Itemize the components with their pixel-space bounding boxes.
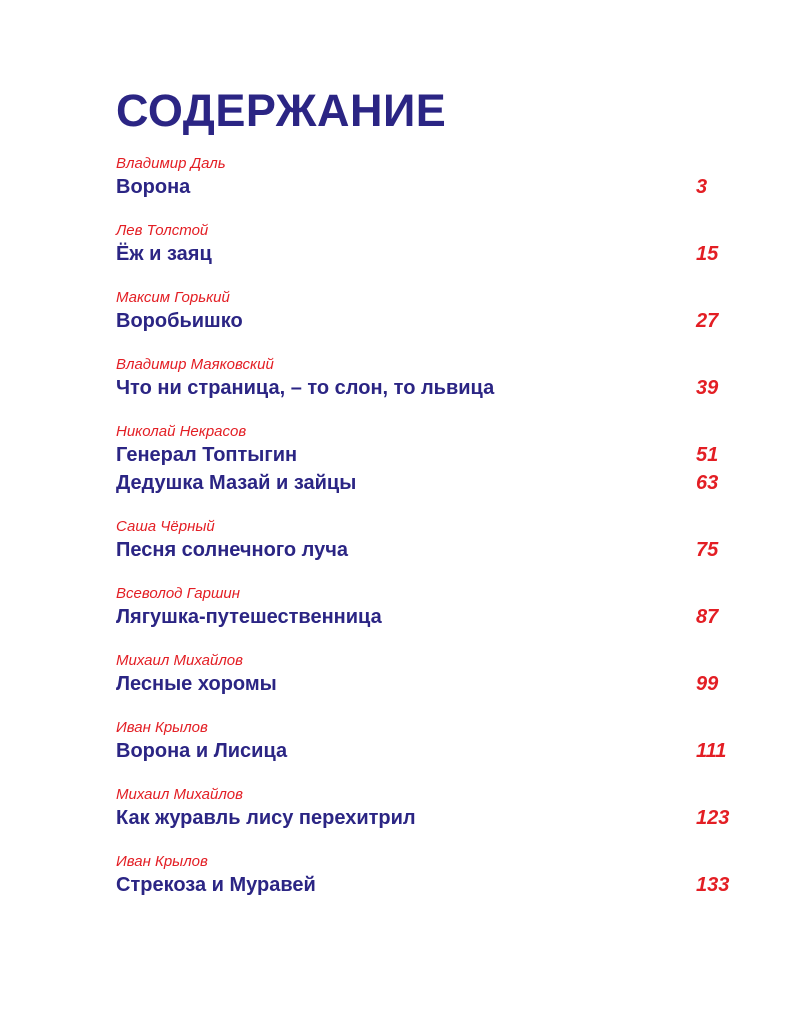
entry-title: Лягушка-путешественница [116,606,382,628]
entry-title: Генерал Топтыгин [116,444,298,466]
page-title: СОДЕРЖАНИЕ [116,85,447,136]
toc-group [116,222,736,268]
entry-title: Дедушка Мазай и зайцы [116,472,357,494]
toc-entry[interactable] [116,603,736,631]
author-name: Лев Толстой [116,222,209,239]
entry-title: Воробьишко [116,310,243,332]
toc-group [116,719,736,765]
entry-page-number: 39 [696,377,719,399]
author-name: Иван Крылов [116,853,208,870]
author-name: Николай Некрасов [116,423,247,440]
toc-entry[interactable] [116,173,736,201]
entry-title: Стрекоза и Муравей [116,874,316,896]
entry-page-number: 3 [696,176,708,198]
entry-page-number: 75 [696,539,719,561]
entry-title: Как журавль лису перехитрил [116,807,416,829]
entry-title: Песня солнечного луча [116,539,348,561]
toc-group [116,652,736,698]
entry-page-number: 87 [696,606,719,628]
entry-page-number: 99 [696,673,719,695]
toc-entry[interactable] [116,469,736,497]
author-name: Всеволод Гаршин [116,585,241,602]
toc-entry[interactable] [116,536,736,564]
toc-entry[interactable] [116,441,736,469]
author-name: Михаил Михайлов [116,786,243,803]
toc-group [116,289,736,335]
toc-entry[interactable] [116,670,736,698]
toc-group [116,155,736,201]
author-name: Саша Чёрный [116,518,215,535]
toc-group [116,853,736,899]
entry-title: Ворона [116,176,191,198]
entry-title: Ворона и Лисица [116,740,288,762]
toc-list [116,155,736,920]
toc-group [116,356,736,402]
toc-group [116,518,736,564]
entry-title: Лесные хоромы [116,673,277,695]
entry-title: Что ни страница, – то слон, то львица [116,377,495,399]
entry-page-number: 51 [696,444,719,466]
toc-entry[interactable] [116,374,736,402]
toc-group [116,423,736,497]
toc-group [116,585,736,631]
entry-page-number: 63 [696,472,719,494]
entry-page-number: 111 [696,740,727,762]
toc-entry[interactable] [116,804,736,832]
toc-group [116,786,736,832]
toc-entry[interactable] [116,871,736,899]
author-name: Максим Горький [116,289,230,306]
entry-page-number: 27 [696,310,719,332]
entry-page-number: 133 [696,874,730,896]
entry-page-number: 123 [696,807,730,829]
entry-page-number: 15 [696,243,719,265]
author-name: Михаил Михайлов [116,652,243,669]
entry-title: Ёж и заяц [116,243,212,265]
toc-entry[interactable] [116,240,736,268]
author-name: Владимир Маяковский [116,356,274,373]
author-name: Иван Крылов [116,719,208,736]
author-name: Владимир Даль [116,155,226,172]
toc-entry[interactable] [116,737,736,765]
toc-entry[interactable] [116,307,736,335]
